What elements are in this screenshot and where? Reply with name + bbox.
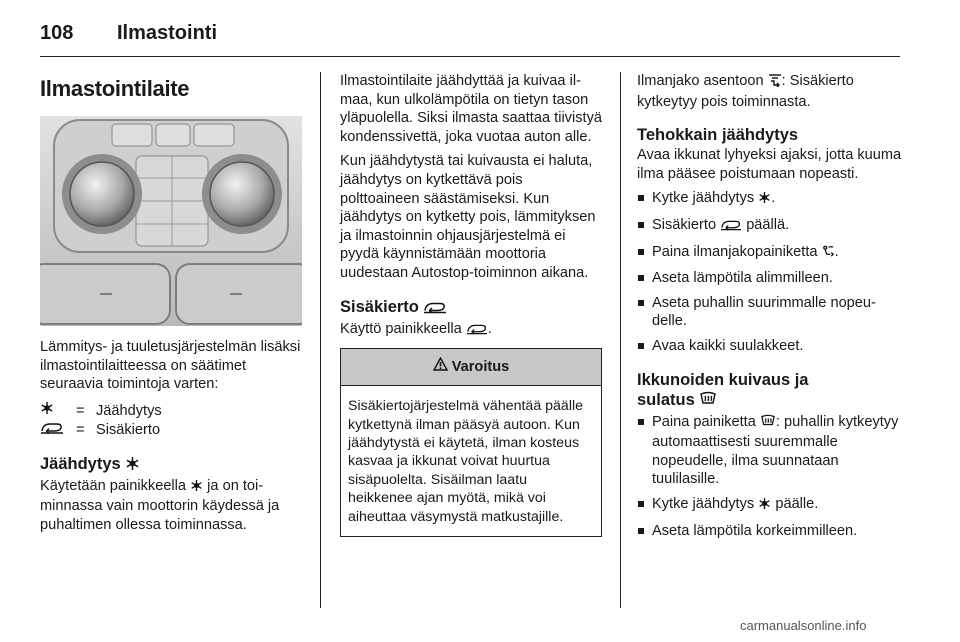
list-item: Kytke jäähdytys .: [637, 189, 905, 210]
list-item: Aseta lämpötila korkeimmilleen.: [637, 522, 905, 541]
air-distribution-icon: [822, 245, 835, 264]
list-item: Paina painiketta : puhallin kytkeytyy automaattisesti suuremmalle nopeudelle, ilma suunnataan tuulilasille.: [637, 413, 905, 489]
warning-text: Sisäkiertojärjestelmä vähentää päälle kytkettynä ilman pääsyä autoon. Kun jäähdytystä ei käytetä, ilman kosteus kasvaa ja ikkunat voivat huurtua sisäpuolelta. Sisäilman laatu heikkenee ajan myötä, mikä voi aiheuttaa väsymystä matkustajille.: [348, 398, 584, 525]
ac-paragraph-1: Ilmastointilaite jäähdyttää ja kuivaa ilmaa, kun ulkolämpötila on tietyn tason yläpuolella. Siksi ilmasta saattaa tiivistyä kondenssivettä, joka vuotaa auton alle.: [340, 73, 602, 145]
list-item: Sisäkierto päällä.: [637, 216, 905, 237]
recirc-heading: Sisäkierto: [340, 297, 602, 319]
ac-paragraph-2: Kun jäähdytystä tai kuivausta ei haluta, jäähdytys on kytkettävä pois polttoaineen säästämiseksi. Kun jäähdytys on kytketty pois, lämmityksen ja ilmastoinnin ohjausjärjestelmä ei pyydä käynnistämään moottoria uudestaan Autostop-toiminnon aikana.: [340, 153, 596, 281]
legend-label-recirc: Sisäkierto: [96, 421, 161, 438]
list-item: Aseta lämpötila alimmilleen.: [637, 269, 905, 288]
defog-list: [637, 413, 905, 541]
column-divider-2: [620, 72, 621, 608]
column-divider-1: [320, 72, 321, 608]
column-left: [40, 72, 308, 541]
recirculation-icon: [720, 218, 742, 237]
header-title: Ilmastointi: [117, 22, 218, 44]
warning-title: Varoitus: [451, 358, 510, 375]
legend-row-recirc: = Sisäkierto: [40, 421, 308, 440]
list-item: Paina ilmanjakopainiketta .: [637, 243, 905, 264]
max-cooling-list: [637, 189, 905, 355]
page-number: 108: [40, 22, 74, 44]
cooling-heading: Jäähdytys: [40, 454, 308, 476]
warning-header: [341, 349, 601, 386]
page-header: [40, 14, 900, 57]
warning-box: [340, 348, 602, 537]
column-middle: [340, 72, 602, 537]
cooling-paragraph: Käytetään painikkeella ja on toiminnassa vain moottorin käydessä ja puhaltimen ollessa toiminnassa.: [40, 477, 280, 533]
defog-heading: Ikkunoiden kuivaus ja sulatus: [637, 370, 905, 412]
defrost-icon: [760, 414, 776, 434]
snowflake-icon: [190, 479, 203, 498]
list-item: Avaa kaikki suulakkeet.: [637, 337, 905, 356]
max-cooling-paragraph: Avaa ikkunat lyhyeksi ajaksi, jotta kuuma ilma pääsee poistumaan nopeasti.: [637, 147, 902, 182]
recirculation-icon: [466, 322, 488, 341]
air-distribution-note: Ilmanjako asentoon : Sisäkierto kytkeytyy pois toiminnasta.: [637, 73, 854, 110]
climate-control-photo: [40, 116, 302, 326]
snowflake-icon: [125, 456, 140, 476]
snowflake-icon: [758, 191, 771, 210]
symbol-legend: [40, 402, 308, 440]
watermark: carmanualsonline.info: [740, 618, 867, 633]
defrost-icon: [699, 391, 717, 412]
legend-label-cooling: Jäähdytys: [96, 402, 162, 419]
climate-panel-illustration: [40, 116, 302, 326]
intro-paragraph: Lämmitys- ja tuuletusjärjestelmän lisäksi ilmastointilaitteessa on säätimet seuraavia toimintoja varten:: [40, 339, 301, 393]
recirculation-icon: [423, 299, 447, 319]
snowflake-icon: [40, 401, 76, 421]
section-heading: Ilmastointilaite: [40, 76, 190, 101]
list-item: Kytke jäähdytys päälle.: [637, 495, 905, 516]
snowflake-icon: [758, 497, 771, 516]
warning-triangle-icon: [433, 357, 448, 377]
windscreen-air-icon: [768, 73, 782, 93]
list-item: Aseta puhallin suurimmalle nopeudelle.: [637, 294, 905, 331]
recirc-paragraph: Käyttö painikkeella .: [340, 320, 602, 341]
column-right: [637, 72, 905, 546]
legend-row-cooling: = Jäähdytys: [40, 402, 308, 421]
recirculation-icon: [40, 421, 76, 440]
max-cooling-heading: Tehokkain jäähdytys: [637, 126, 799, 145]
